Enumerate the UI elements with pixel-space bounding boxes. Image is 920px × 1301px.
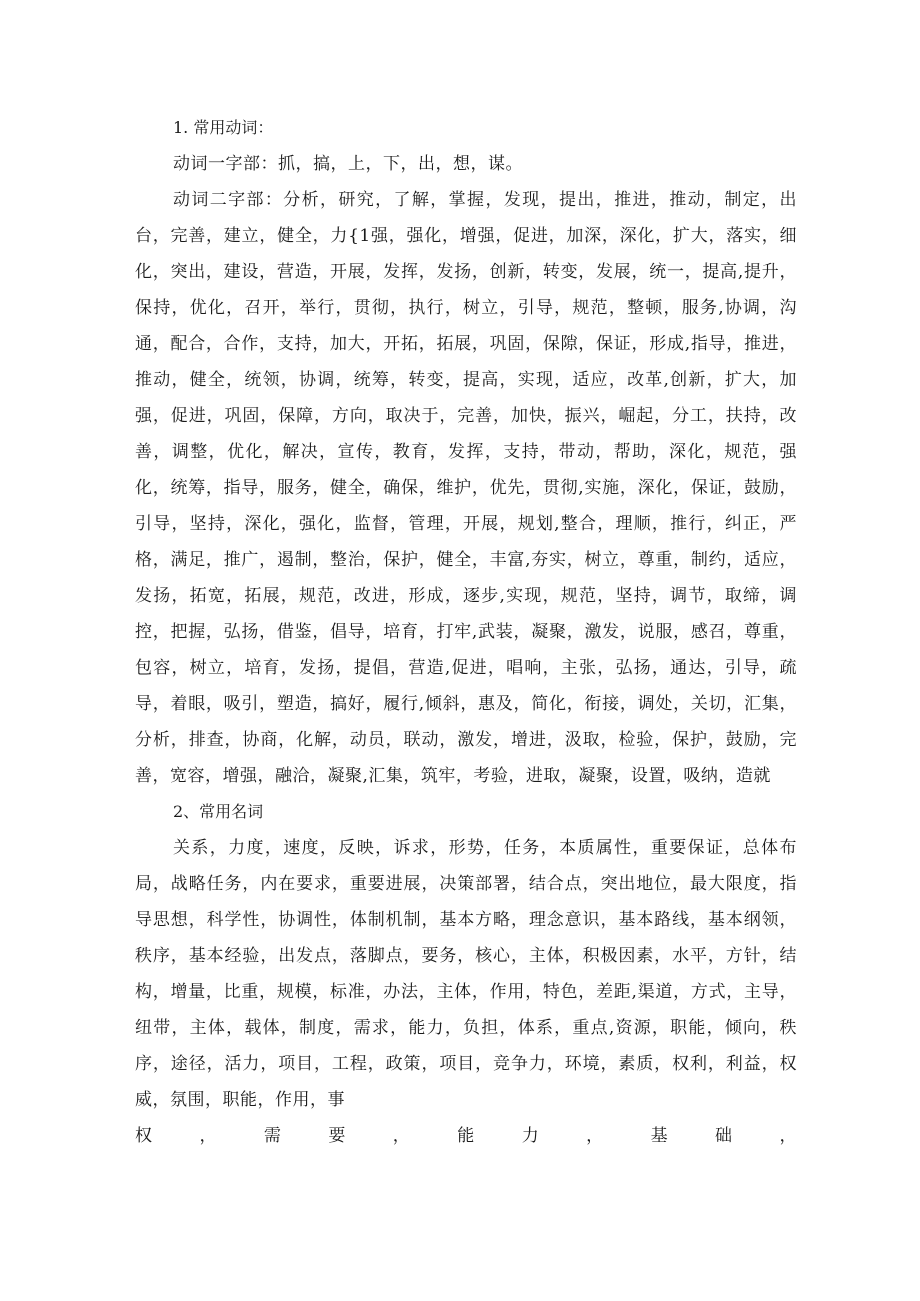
verbs-one-char-paragraph: 动词一字部：抓，搞，上，下，出，想，谋。: [173, 154, 523, 174]
nouns-paragraph-tail: 权，需要，能力，基础，: [135, 1126, 797, 1146]
document-body: [135, 110, 797, 1154]
section-heading-nouns: 2、常用名词: [173, 802, 264, 821]
verbs-two-char-paragraph: 动词二字部：分析，研究，了解，掌握，发现，提出，推进，推动，制定，出台，完善，建立，健全，力{1强，强化，增强，促进，加深，深化，扩大，落实，细化，突出，建设，营造，开展，发挥，发扬，创新，转变，发展，统一，提高,提升，保持，优化，召开，举行，贯彻，执行，树立，引导，规范，整顿，服务,协调，沟通，配合，合作，支持，加大，开拓，拓展，巩固，保隙，保证，形成,指导，推进，推动，健全，统领，协调，统筹，转变，提高，实现，适应，改革,创新，扩大，加强，促进，巩固，保障，方向，取决于，完善，加快，振兴，崛起，分工，扶持，改善，调整，优化，解决，宣传，教育，发挥，支持，带动，帮助，深化，规范，强化，统筹，指导，服务，健全，确保，维护，优先，贯彻,实施，深化，保证，鼓励，引导，坚持，深化，强化，监督，管理，开展，规划,整合，理顺，推行，纠正，严格，满足，推广，遏制，整治，保护，健全，丰富,夯实，树立，尊重，制约，适应，发扬，拓宽，拓展，规范，改进，形成，逐步,实现，规范，坚持，调节，取缔，调控，把握，弘扬，借鉴，倡导，培育，打牢,武装，凝聚，激发，说服，感召，尊重，包容，树立，培育，发扬，提倡，营造,促进，唱响，主张，弘扬，通达，引导，疏导，着眼，吸引，塑造，搞好，履行,倾斜，惠及，简化，衔接，调处，关切，汇集，分析，排查，协商，化解，动员，联动，激发，增进，汲取，检验，保护，鼓励，完善，宽容，增强，融洽，凝聚,汇集，筑牢，考验，进取，凝聚，设置，吸纳，造就: [135, 190, 797, 786]
nouns-paragraph: 关系，力度，速度，反映，诉求，形势，任务，本质属性，重要保证，总体布局，战略任务，内在要求，重要进展，决策部署，结合点，突出地位，最大限度，指导思想，科学性，协调性，体制机制，基本方略，理念意识，基本路线，基本纲领，秩序，基本经验，出发点，落脚点，要务，核心，主体，积极因素，水平，方针，结构，增量，比重，规模，标准，办法，主体，作用，特色，差距,渠道，方式，主导，纽带，主体，载体，制度，需求，能力，负担，体系，重点,资源，职能，倾向，秩序，途径，活力，项目，工程，政策，项目，竞争力，环境，素质，权利，利益，权威，氛围，职能，作用，事: [135, 838, 797, 1110]
section-heading-verbs: 1. 常用动词：: [173, 118, 274, 137]
